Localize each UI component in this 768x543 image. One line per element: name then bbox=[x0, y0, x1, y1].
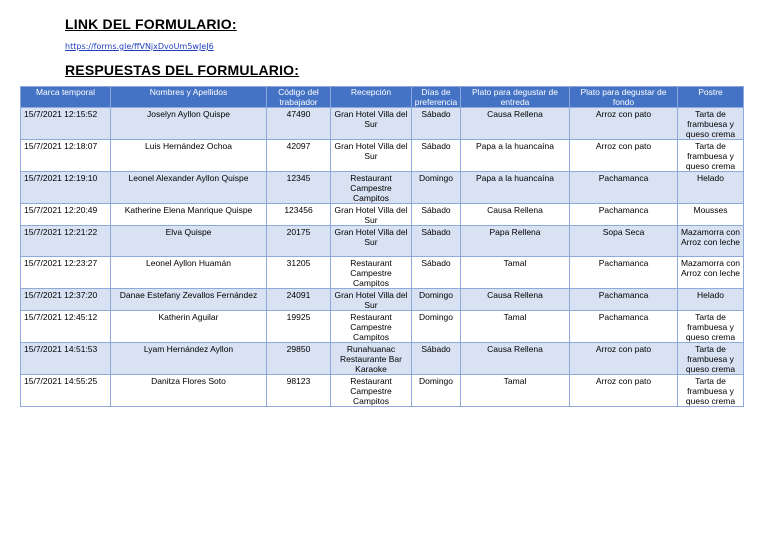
table-cell: Arroz con pato bbox=[570, 343, 678, 375]
table-cell: Luis Hernández Ochoa bbox=[111, 140, 267, 172]
table-cell: Tarta de frambuesa y queso crema bbox=[678, 311, 744, 343]
table-row bbox=[21, 311, 744, 343]
column-header: Plato para degustar de fondo bbox=[570, 87, 678, 108]
table-cell: Tamal bbox=[461, 375, 570, 407]
table-cell: Danitza Flores Soto bbox=[111, 375, 267, 407]
form-url-link[interactable]: https://forms.gle/ffVNjxDvoUm5wJeJ6 bbox=[65, 42, 214, 51]
table-cell: Helado bbox=[678, 289, 744, 311]
table-cell: Elva Quispe bbox=[111, 226, 267, 257]
column-header: Código del trabajador bbox=[267, 87, 331, 108]
table-row bbox=[21, 140, 744, 172]
table-cell: Causa Rellena bbox=[461, 108, 570, 140]
table-cell: Pachamanca bbox=[570, 257, 678, 289]
table-cell: Pachamanca bbox=[570, 204, 678, 226]
table-row bbox=[21, 257, 744, 289]
table-cell: 20175 bbox=[267, 226, 331, 257]
table-cell: 15/7/2021 12:45:12 bbox=[21, 311, 111, 343]
table-cell: 24091 bbox=[267, 289, 331, 311]
table-cell: Gran Hotel Villa del Sur bbox=[331, 140, 412, 172]
table-cell: Pachamanca bbox=[570, 172, 678, 204]
table-row bbox=[21, 172, 744, 204]
table-cell: Restaurant Campestre Campitos bbox=[331, 311, 412, 343]
table-cell: Restaurant Campestre Campitos bbox=[331, 172, 412, 204]
column-header: Marca temporal bbox=[21, 87, 111, 108]
table-cell: Domingo bbox=[412, 289, 461, 311]
table-cell: Restaurant Campestre Campitos bbox=[331, 375, 412, 407]
table-cell: Gran Hotel Villa del Sur bbox=[331, 226, 412, 257]
table-cell: Domingo bbox=[412, 375, 461, 407]
table-cell: Mazamorra con Arroz con leche bbox=[678, 257, 744, 289]
table-row bbox=[21, 343, 744, 375]
table-cell: 15/7/2021 14:55:25 bbox=[21, 375, 111, 407]
table-header-row bbox=[21, 87, 744, 108]
table-cell: Causa Rellena bbox=[461, 204, 570, 226]
table-row bbox=[21, 375, 744, 407]
table-cell: Restaurant Campestre Campitos bbox=[331, 257, 412, 289]
column-header: Nombres y Apellidos bbox=[111, 87, 267, 108]
table-cell: 15/7/2021 12:20:49 bbox=[21, 204, 111, 226]
table-cell: Papa a la huancaína bbox=[461, 140, 570, 172]
table-cell: Leonel Ayllon Huamán bbox=[111, 257, 267, 289]
table-body bbox=[21, 108, 744, 407]
table-cell: Domingo bbox=[412, 311, 461, 343]
table-cell: Pachamanca bbox=[570, 311, 678, 343]
column-header: Recepción bbox=[331, 87, 412, 108]
table-cell: Arroz con pato bbox=[570, 140, 678, 172]
table-cell: Tamal bbox=[461, 257, 570, 289]
column-header: Días de preferencia bbox=[412, 87, 461, 108]
table-cell: Mousses bbox=[678, 204, 744, 226]
table-cell: Gran Hotel Villa del Sur bbox=[331, 108, 412, 140]
table-cell: Tarta de frambuesa y queso crema bbox=[678, 140, 744, 172]
link-heading: LINK DEL FORMULARIO: bbox=[65, 16, 237, 32]
table-row bbox=[21, 289, 744, 311]
table-cell: Pachamanca bbox=[570, 289, 678, 311]
table-cell: Sábado bbox=[412, 108, 461, 140]
table-row bbox=[21, 204, 744, 226]
table-cell: Causa Rellena bbox=[461, 289, 570, 311]
table-cell: 12345 bbox=[267, 172, 331, 204]
table-cell: Runahuanac Restaurante Bar Karaoke bbox=[331, 343, 412, 375]
table-row bbox=[21, 226, 744, 257]
table-cell: 15/7/2021 12:19:10 bbox=[21, 172, 111, 204]
table-cell: Helado bbox=[678, 172, 744, 204]
table-cell: Papa a la huancaína bbox=[461, 172, 570, 204]
responses-table bbox=[20, 86, 744, 407]
table-cell: 19925 bbox=[267, 311, 331, 343]
table-cell: 29850 bbox=[267, 343, 331, 375]
table-cell: Sábado bbox=[412, 140, 461, 172]
table-cell: Tarta de frambuesa y queso crema bbox=[678, 343, 744, 375]
table-cell: 15/7/2021 14:51:53 bbox=[21, 343, 111, 375]
table-cell: 15/7/2021 12:15:52 bbox=[21, 108, 111, 140]
table-cell: Causa Rellena bbox=[461, 343, 570, 375]
table-cell: Leonel Alexander Ayllon Quispe bbox=[111, 172, 267, 204]
table-cell: 123456 bbox=[267, 204, 331, 226]
table-cell: Domingo bbox=[412, 172, 461, 204]
table-cell: 15/7/2021 12:21:22 bbox=[21, 226, 111, 257]
table-cell: 15/7/2021 12:37:20 bbox=[21, 289, 111, 311]
table-cell: 15/7/2021 12:23:27 bbox=[21, 257, 111, 289]
table-cell: Sábado bbox=[412, 343, 461, 375]
table-cell: Gran Hotel Villa del Sur bbox=[331, 204, 412, 226]
table-cell: Sábado bbox=[412, 204, 461, 226]
table-cell: Tamal bbox=[461, 311, 570, 343]
table-cell: Katherine Elena Manrique Quispe bbox=[111, 204, 267, 226]
table-cell: Lyam Hernández Ayllon bbox=[111, 343, 267, 375]
table-cell: Tarta de frambuesa y queso crema bbox=[678, 375, 744, 407]
column-header: Plato para degustar de entreda bbox=[461, 87, 570, 108]
table-cell: Katherin Aguilar bbox=[111, 311, 267, 343]
table-cell: 98123 bbox=[267, 375, 331, 407]
table-cell: 15/7/2021 12:18:07 bbox=[21, 140, 111, 172]
column-header: Postre bbox=[678, 87, 744, 108]
table-cell: Sábado bbox=[412, 257, 461, 289]
table-cell: Joselyn Ayllon Quispe bbox=[111, 108, 267, 140]
table-cell: Arroz con pato bbox=[570, 375, 678, 407]
table-cell: Sopa Seca bbox=[570, 226, 678, 257]
table-cell: Gran Hotel Villa del Sur bbox=[331, 289, 412, 311]
table-cell: Papa Rellena bbox=[461, 226, 570, 257]
table-cell: 42097 bbox=[267, 140, 331, 172]
table-cell: Tarta de frambuesa y queso crema bbox=[678, 108, 744, 140]
table-cell: Arroz con pato bbox=[570, 108, 678, 140]
table-row bbox=[21, 108, 744, 140]
table-cell: Mazamorra con Arroz con leche bbox=[678, 226, 744, 257]
table-cell: Danae Estefany Zevallos Fernández bbox=[111, 289, 267, 311]
table-cell: 47490 bbox=[267, 108, 331, 140]
responses-heading: RESPUESTAS DEL FORMULARIO: bbox=[65, 62, 300, 78]
table-cell: Sábado bbox=[412, 226, 461, 257]
table-cell: 31205 bbox=[267, 257, 331, 289]
